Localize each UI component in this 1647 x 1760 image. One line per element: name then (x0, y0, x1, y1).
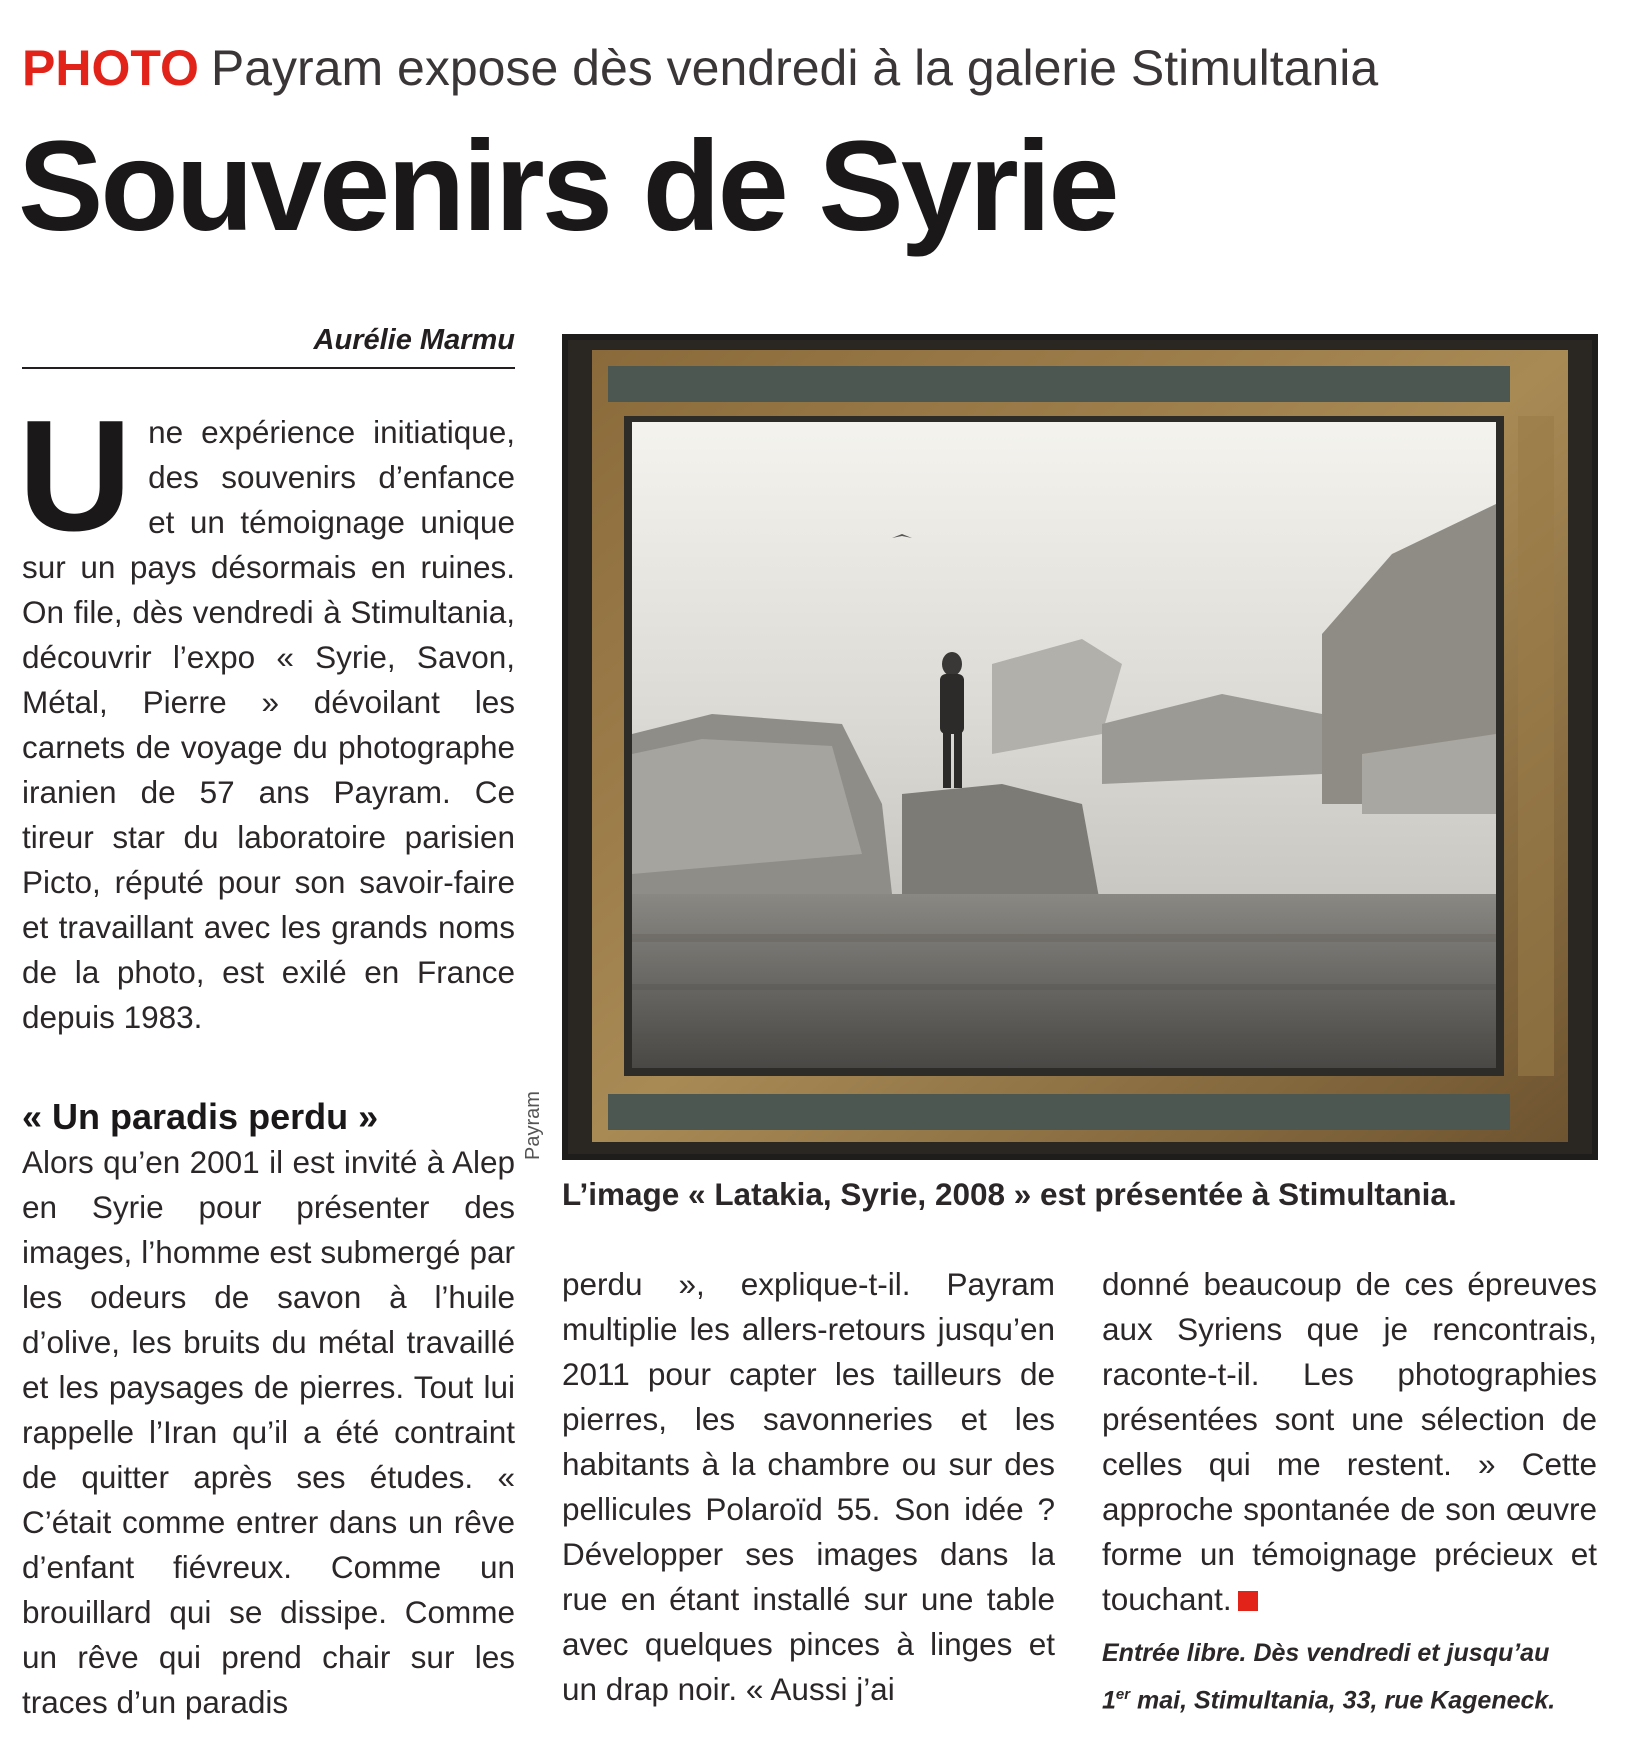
article-column-3 (1102, 1262, 1597, 1721)
section-tag: PHOTO (22, 40, 199, 96)
photo-caption: L’image « Latakia, Syrie, 2008 » est présentée à Stimultania. (562, 1176, 1457, 1212)
body-paragraph (1102, 1262, 1597, 1622)
info-day: 1 (1102, 1686, 1116, 1715)
headline: Souvenirs de Syrie (18, 115, 1117, 258)
kicker (22, 38, 1378, 98)
info-line-1: Entrée libre. Dès vendredi et jusqu’au (1102, 1639, 1550, 1667)
intro-text: ne expérience initiatique, des souvenirs d’enfance et un témoignage unique sur un pays désormais en ruines. On file, dès vendredi à Stimultania, découvrir l’expo « Syrie, Savon, Métal, Pierre » dévoilant les carnets de voyage du photographe iranien de 57 ans Payram. Ce tireur star du laboratoire parisien Picto, réputé pour son savoir-faire et travaillant avec les grands noms de la photo, est exilé en France depuis 1983. (22, 414, 515, 1035)
byline: Aurélie Marmu (22, 324, 515, 369)
intro-paragraph (18, 388, 515, 1040)
subheading: « Un paradis perdu » (22, 1096, 379, 1137)
photo-credit: Payram (522, 1091, 544, 1160)
body-paragraph: Alors qu’en 2001 il est invité à Alep en Syrie pour présenter des images, l’homme est submergé par les odeurs de savon à l’huile d’olive, les bruits du métal travaillé et les paysages de pierres. Tout lui rappelle l’Iran qu’il a été contraint de quitter après ses études. « C’était comme entrer dans un rêve d’enfant fiévreux. Comme un brouillard qui se dissipe. Comme un rêve qui prend chair sur les traces d’un paradis (22, 1144, 515, 1720)
closing-text: donné beaucoup de ces épreuves aux Syriens que je rencontrais, raconte-t-il. Les photographies présentées sont une sélection de celles qui me restent. » Cette approche spontanée de son œuvre forme un témoignage précieux et touchant. (1102, 1266, 1597, 1617)
info-ordinal: er (1115, 1686, 1131, 1703)
article-column-2 (562, 1262, 1055, 1712)
end-mark-icon (1238, 1591, 1258, 1611)
article-column-1 (18, 388, 515, 1725)
photo-image (562, 334, 1598, 1160)
practical-info (1102, 1632, 1597, 1721)
photo (562, 334, 1598, 1160)
info-line-2: mai, Stimultania, 33, rue Kageneck. (1130, 1686, 1556, 1715)
kicker-text: Payram expose dès vendredi à la galerie Stimultania (210, 40, 1379, 96)
photo-frame (562, 334, 1598, 1160)
body-paragraph: perdu », explique-t-il. Payram multiplie les allers-retours jusqu’en 2011 pour capter les tailleurs de pierres, les savonneries et les habitants à la chambre ou sur des pellicules Polaroïd 55. Son idée ? Développer ses images dans la rue en étant installé sur une table avec quelques pinces à linges et un drap noir. « Aussi j’ai (562, 1266, 1055, 1707)
drop-cap: U (18, 388, 133, 564)
